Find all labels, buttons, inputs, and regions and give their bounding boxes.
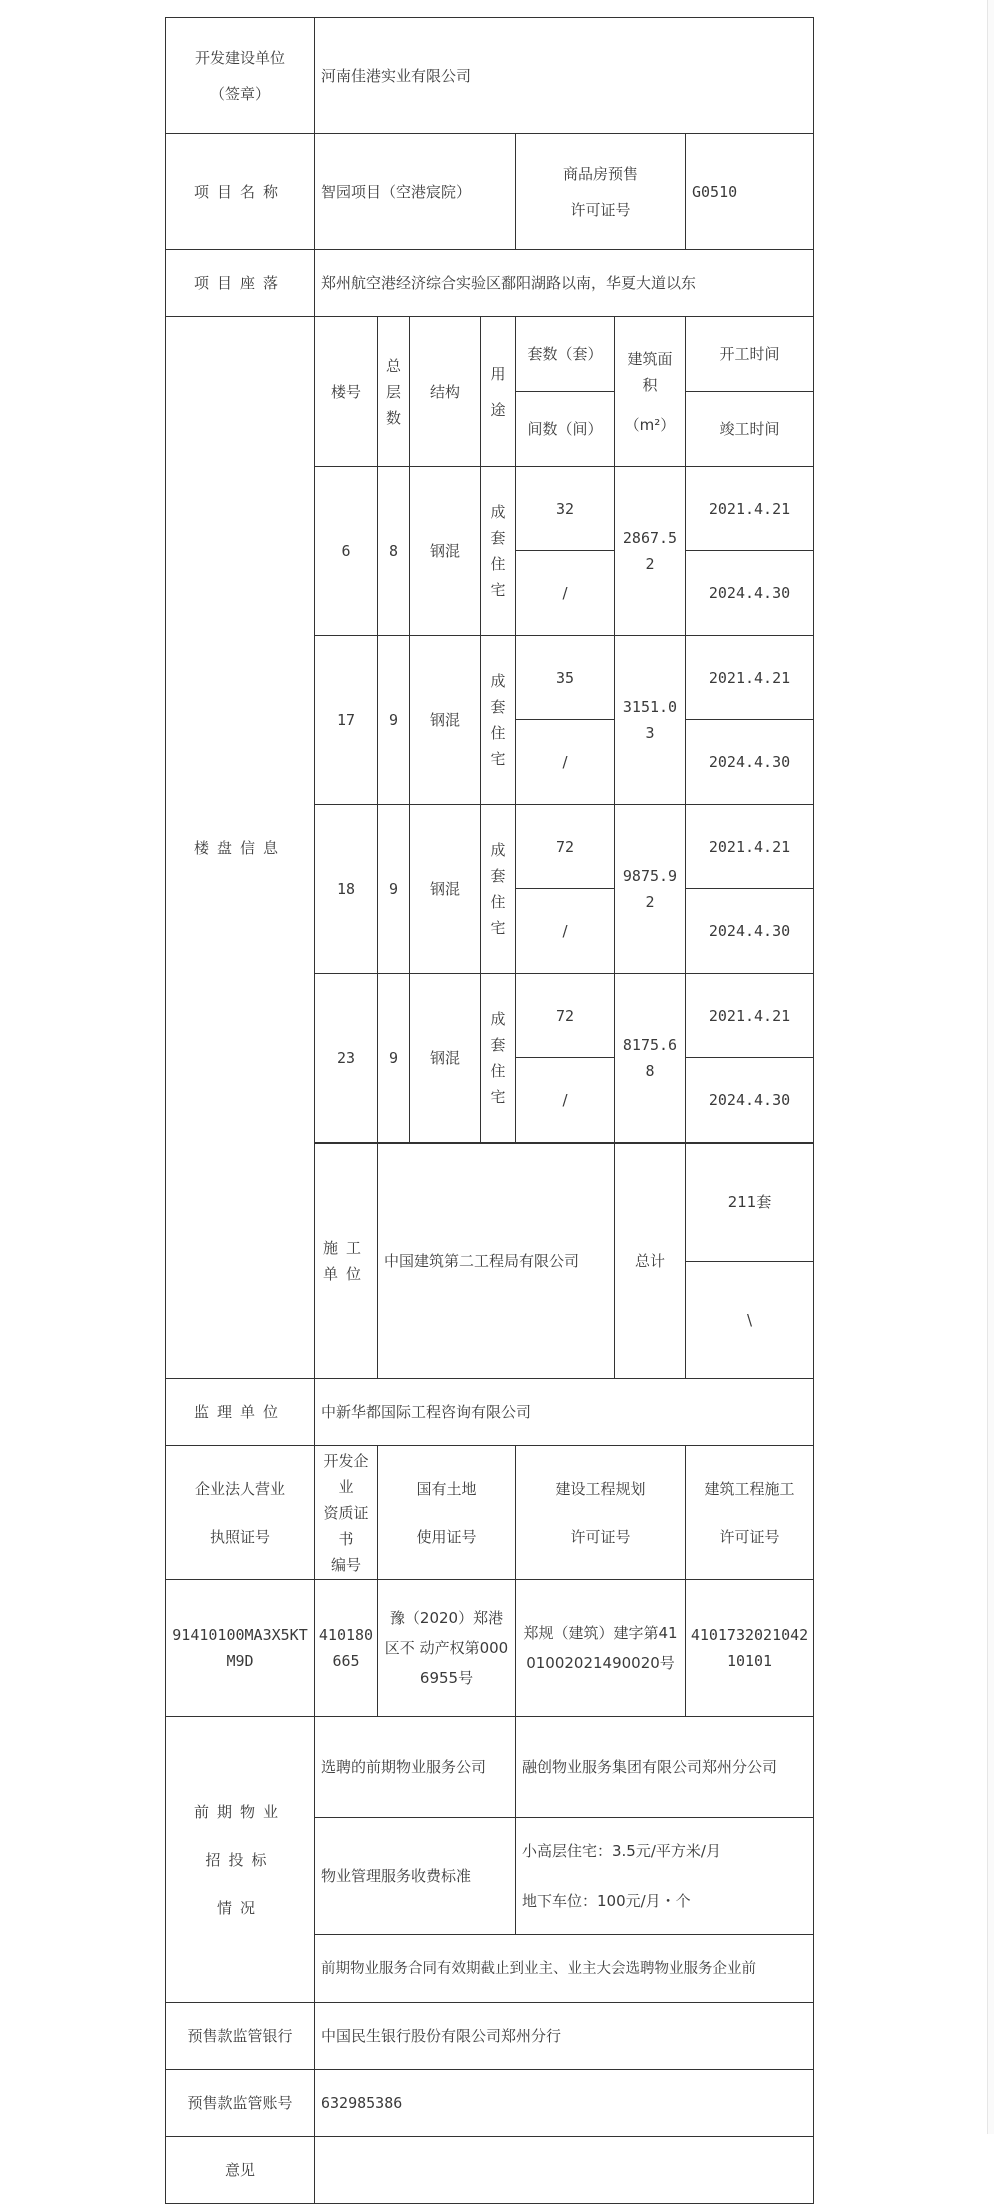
usage-char: 宅 (490, 919, 506, 937)
planning-header-line: 许可证号 (570, 1527, 631, 1546)
header-floors-char: 总 (385, 356, 401, 375)
permit-label-line2: 许可证号 (570, 200, 631, 219)
developer-label-line2: （签章） (209, 84, 270, 103)
permit-value: G0510 (686, 134, 814, 250)
total-rooms: \ (686, 1261, 814, 1379)
property-company-label: 选聘的前期物业服务公司 (315, 1717, 516, 1818)
business-license-header-line: 企业法人营业 (194, 1479, 285, 1498)
property-fee-line: 小高层住宅：3.5元/平方米/月 (522, 1842, 721, 1860)
permit-label (516, 134, 686, 250)
building-rooms: / (516, 720, 615, 805)
property-contract-note: 前期物业服务合同有效期截止到业主、业主大会选聘物业服务企业前 (315, 1935, 814, 2003)
header-units-rooms: 间数（间） (516, 392, 615, 467)
header-floors (378, 317, 410, 467)
header-units-sets: 套数（套） (516, 317, 615, 392)
account-row (166, 2070, 814, 2137)
opinion-row (166, 2137, 814, 2204)
qualification-header-line: 资质证书 (323, 1503, 369, 1548)
project-label: 项目名称 (166, 134, 315, 250)
location-value: 郑州航空港经济综合实验区鄱阳湖路以南，华夏大道以东 (315, 250, 814, 317)
header-end-time: 竣工时间 (686, 392, 814, 467)
building-rooms: / (516, 889, 615, 974)
business-license-header (166, 1446, 315, 1580)
usage-char: 宅 (490, 750, 506, 768)
building-no: 18 (315, 805, 378, 974)
building-end: 2024.4.30 (686, 889, 814, 974)
header-area (615, 317, 686, 467)
land-header-line: 国有土地 (416, 1479, 477, 1498)
permit-label-line1: 商品房预售 (562, 164, 638, 183)
land-value: 豫（2020）郑港区不 动产权第0006955号 (378, 1580, 516, 1717)
construction-permit-header (686, 1446, 814, 1580)
building-floors: 9 (378, 636, 410, 805)
building-sets: 72 (516, 974, 615, 1058)
building-rooms: / (516, 551, 615, 636)
property-label-line: 情况 (216, 1898, 263, 1917)
opinion-value (315, 2137, 814, 2204)
building-floors: 9 (378, 974, 410, 1143)
building-no: 17 (315, 636, 378, 805)
usage-char: 成 (490, 841, 506, 859)
building-structure: 钢混 (410, 636, 481, 805)
header-floors-char: 数 (385, 408, 401, 427)
usage-char: 宅 (490, 1088, 506, 1106)
presale-info-table (165, 17, 814, 2204)
usage-char: 住 (490, 1062, 506, 1080)
developer-label-line1: 开发建设单位 (194, 48, 285, 67)
header-structure: 结构 (410, 317, 481, 467)
project-row (166, 134, 814, 250)
header-building-no: 楼号 (315, 317, 378, 467)
building-area: 3151.03 (615, 636, 686, 805)
building-sets: 32 (516, 467, 615, 551)
developer-label (166, 18, 315, 134)
usage-char: 成 (490, 1010, 506, 1028)
planning-header-line: 建设工程规划 (555, 1479, 646, 1498)
developer-value: 河南佳港实业有限公司 (315, 18, 814, 134)
building-usage (481, 974, 516, 1143)
land-header-line: 使用证号 (416, 1527, 477, 1546)
supervision-row (166, 1379, 814, 1446)
construction-value: 中国建筑第二工程局有限公司 (378, 1144, 615, 1379)
planning-value: 郑规（建筑）建字第4101002021490020号 (516, 1580, 686, 1717)
location-row (166, 250, 814, 317)
location-label: 项目座落 (166, 250, 315, 317)
construction-label: 施工单位 (315, 1144, 378, 1379)
building-start: 2021.4.21 (686, 636, 814, 720)
scrollbar[interactable] (987, 0, 994, 2134)
usage-char: 住 (490, 555, 506, 573)
account-value: 632985386 (315, 2070, 814, 2137)
header-usage (481, 317, 516, 467)
building-start: 2021.4.21 (686, 974, 814, 1058)
header-floors-char: 层 (385, 382, 401, 401)
building-no: 23 (315, 974, 378, 1143)
bank-value: 中国民生银行股份有限公司郑州分行 (315, 2003, 814, 2070)
project-value: 智园项目（空港宸院） (315, 134, 516, 250)
supervision-label: 监理单位 (166, 1379, 315, 1446)
bank-row (166, 2003, 814, 2070)
header-area-line: 积 (642, 375, 658, 394)
buildings-section-label: 楼盘信息 (166, 317, 315, 1379)
header-start-time: 开工时间 (686, 317, 814, 392)
property-company-value: 融创物业服务集团有限公司郑州分公司 (516, 1717, 814, 1818)
building-end: 2024.4.30 (686, 551, 814, 636)
qualification-header-line: 编号 (330, 1555, 361, 1574)
business-license-header-line: 执照证号 (209, 1527, 270, 1546)
property-label (166, 1717, 315, 2003)
developer-row (166, 18, 814, 134)
opinion-label: 意见 (166, 2137, 315, 2204)
property-label-line: 前期物业 (193, 1802, 286, 1821)
building-sets: 35 (516, 636, 615, 720)
building-area: 9875.92 (615, 805, 686, 974)
building-sets: 72 (516, 805, 615, 889)
usage-char: 住 (490, 893, 506, 911)
header-usage-char: 用 (490, 364, 506, 383)
property-fee-label: 物业管理服务收费标准 (315, 1818, 516, 1935)
building-area: 2867.52 (615, 467, 686, 636)
building-end: 2024.4.30 (686, 1058, 814, 1143)
property-fee-line: 地下车位：100元/月・个 (522, 1892, 691, 1910)
usage-char: 宅 (490, 581, 506, 599)
building-structure: 钢混 (410, 974, 481, 1143)
qualification-header (315, 1446, 378, 1580)
building-structure: 钢混 (410, 467, 481, 636)
license-header-row (166, 1446, 814, 1580)
building-floors: 8 (378, 467, 410, 636)
property-label-line: 招投标 (205, 1850, 275, 1869)
total-sets: 211套 (686, 1144, 814, 1262)
building-usage (481, 636, 516, 805)
building-rooms: / (516, 1058, 615, 1143)
building-start: 2021.4.21 (686, 805, 814, 889)
usage-char: 成 (490, 672, 506, 690)
building-floors: 9 (378, 805, 410, 974)
building-area: 8175.68 (615, 974, 686, 1143)
property-company-row (166, 1717, 814, 1818)
building-usage (481, 805, 516, 974)
building-header-row-1 (166, 317, 814, 392)
construction-permit-header-line: 许可证号 (719, 1527, 780, 1546)
usage-char: 套 (490, 529, 506, 547)
construction-permit-value: 410173202104210101 (686, 1580, 814, 1717)
building-no: 6 (315, 467, 378, 636)
header-area-line: （m²） (624, 415, 676, 434)
total-label: 总计 (615, 1144, 686, 1379)
building-structure: 钢混 (410, 805, 481, 974)
planning-header (516, 1446, 686, 1580)
building-start: 2021.4.21 (686, 467, 814, 551)
usage-char: 住 (490, 724, 506, 742)
license-value-row (166, 1580, 814, 1717)
property-fee-value (516, 1818, 814, 1935)
qualification-header-line: 开发企业 (323, 1451, 369, 1496)
usage-char: 套 (490, 1036, 506, 1054)
bank-label: 预售款监管银行 (166, 2003, 315, 2070)
supervision-value: 中新华都国际工程咨询有限公司 (315, 1379, 814, 1446)
usage-char: 成 (490, 503, 506, 521)
usage-char: 套 (490, 698, 506, 716)
land-header (378, 1446, 516, 1580)
construction-permit-header-line: 建筑工程施工 (704, 1479, 795, 1498)
account-label: 预售款监管账号 (166, 2070, 315, 2137)
qualification-value: 410180665 (315, 1580, 378, 1717)
building-usage (481, 467, 516, 636)
header-usage-char: 途 (490, 400, 506, 419)
building-end: 2024.4.30 (686, 720, 814, 805)
business-license-value: 91410100MA3X5KTM9D (166, 1580, 315, 1717)
usage-char: 套 (490, 867, 506, 885)
header-area-line: 建筑面 (627, 349, 673, 368)
